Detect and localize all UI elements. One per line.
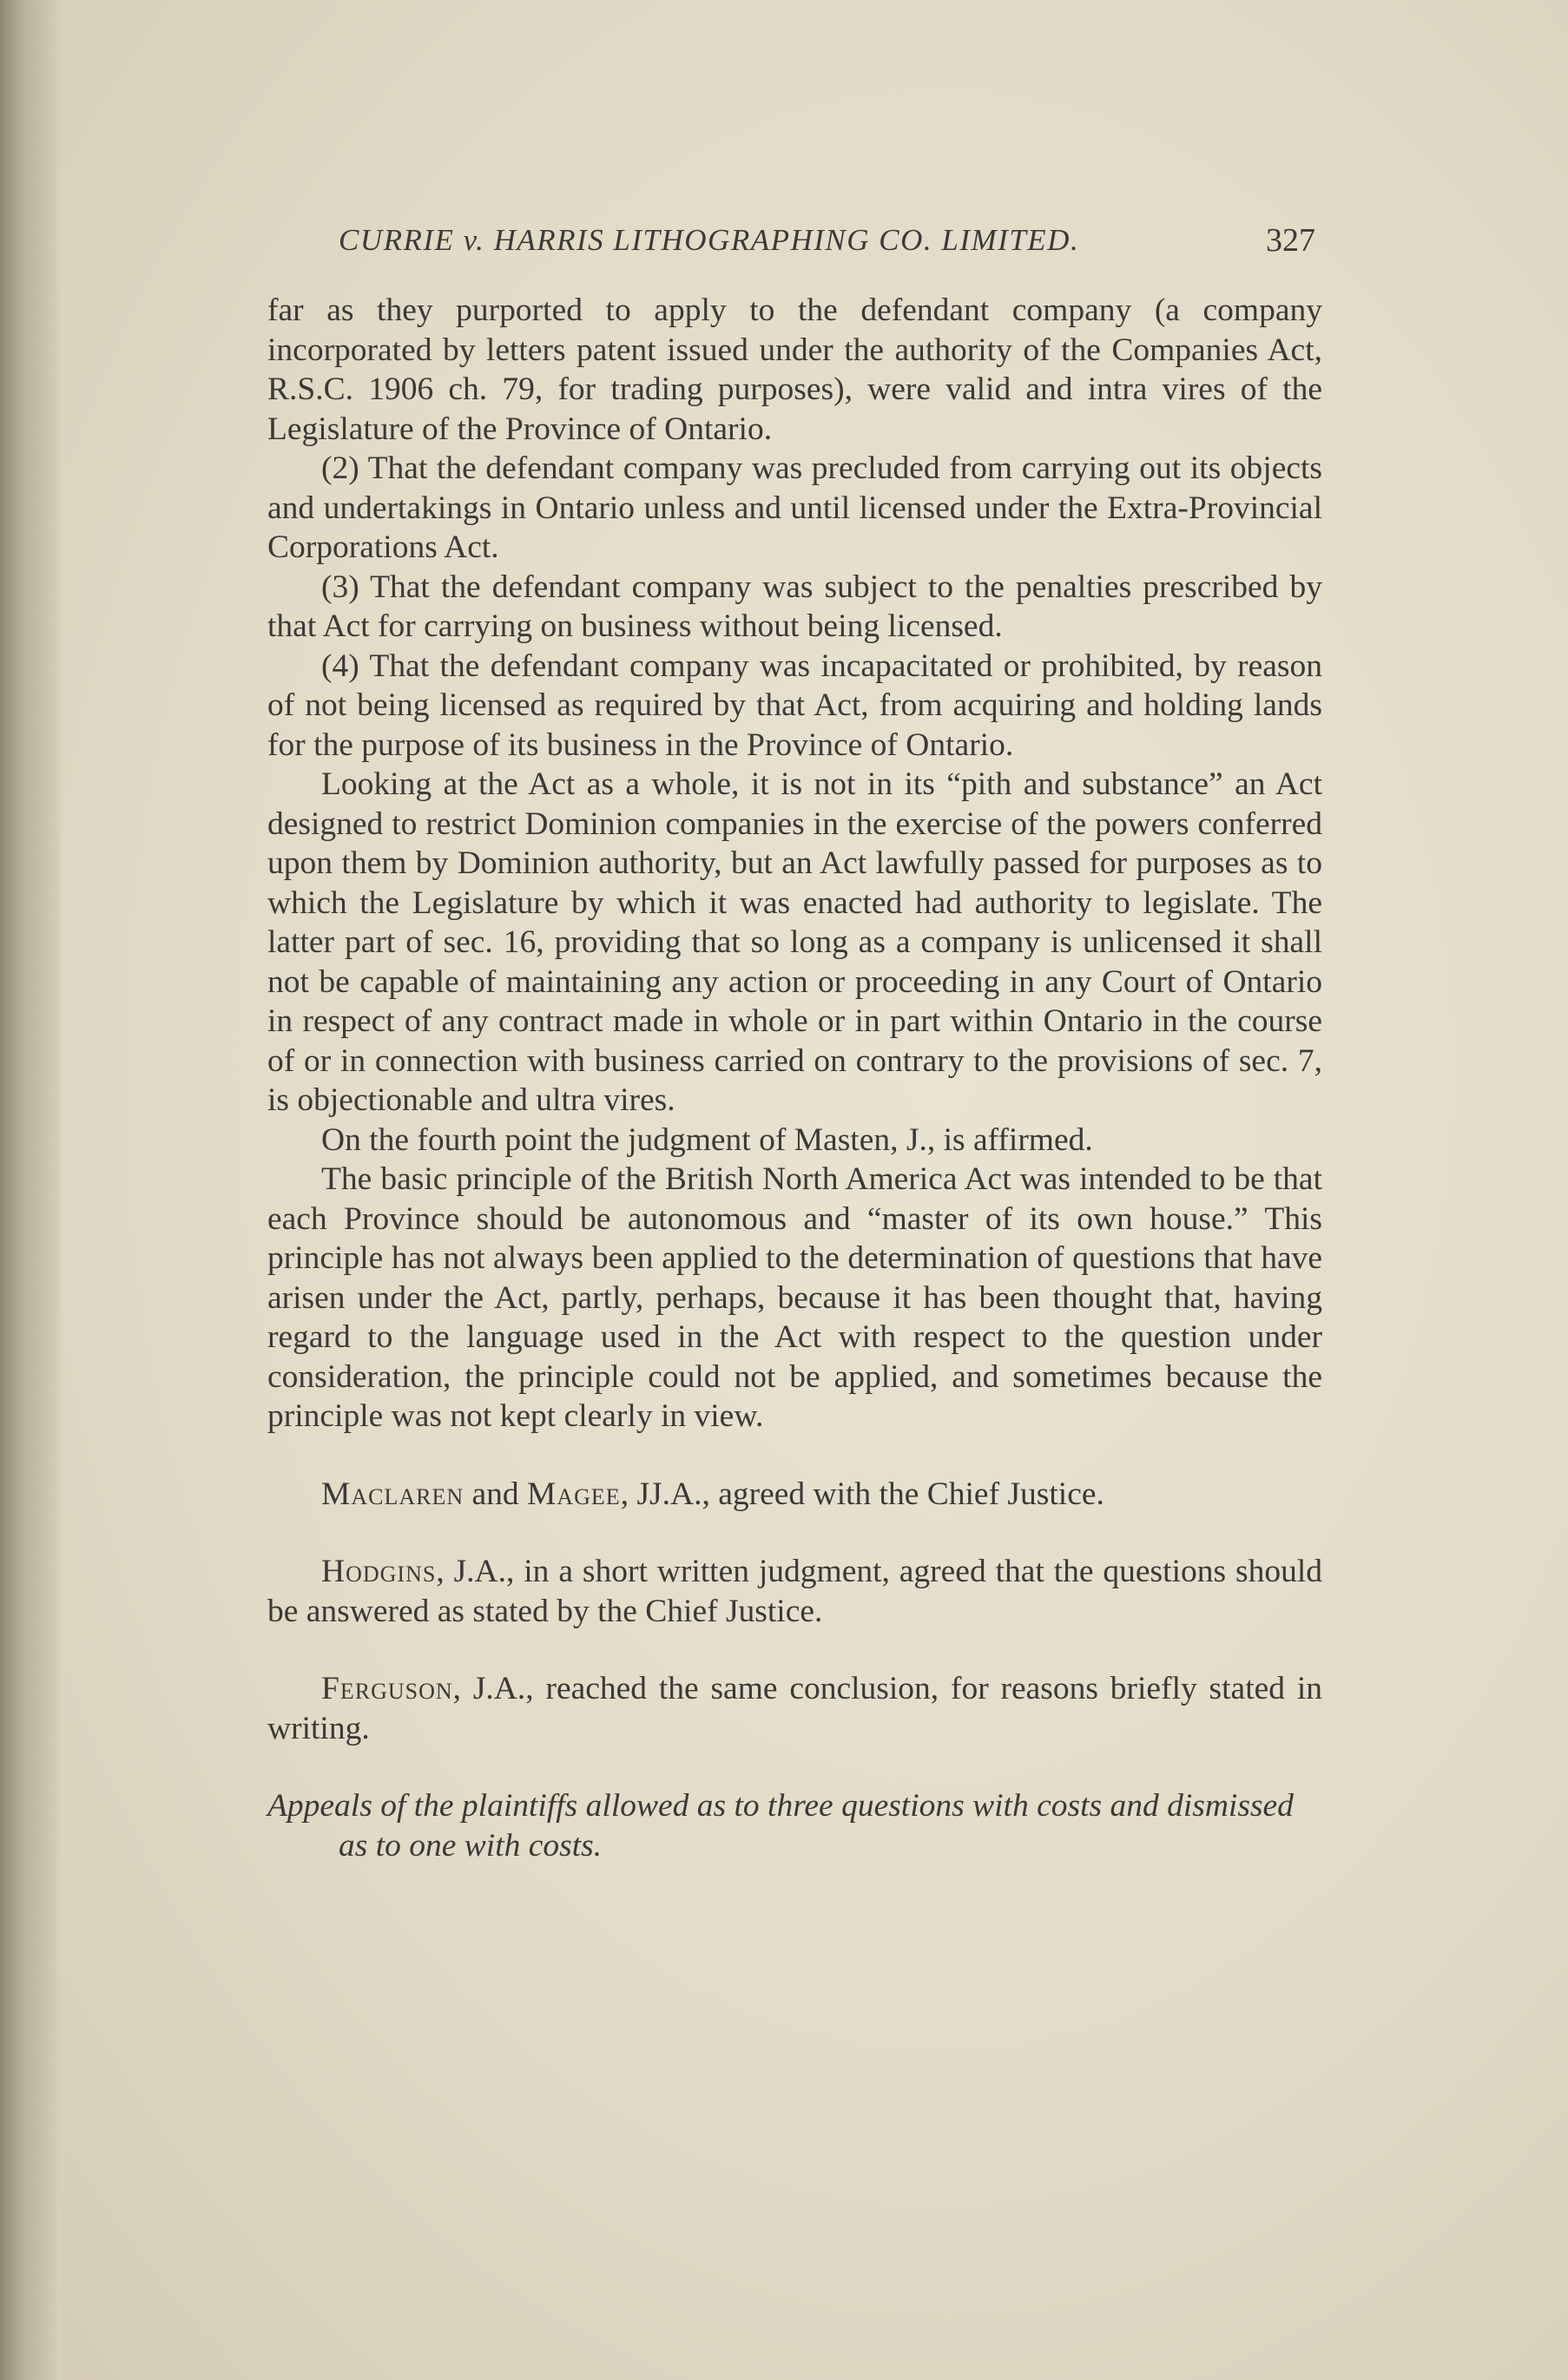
disposition: Appeals of the plaintiffs allowed as to three questions with costs and dismissed as to one with costs.	[267, 1788, 1294, 1864]
paragraph-maclaren-magee-text: , JJ.A., agreed with the Chief Justice.	[620, 1476, 1104, 1512]
page-number: 327	[1266, 222, 1315, 259]
judge-name-maclaren: Maclaren	[321, 1476, 464, 1512]
binding-gutter	[0, 0, 61, 2380]
paragraph-hodgins	[267, 1552, 1322, 1631]
page-header	[269, 213, 1324, 265]
paragraph-point-3: (3) That the defendant company was subject to the penalties prescribed by that Act for carrying on business without being licensed.	[267, 569, 1322, 644]
paragraph-maclaren-magee	[267, 1475, 1322, 1515]
judge-name-hodgins: Hodgins	[321, 1554, 437, 1589]
paragraph-ferguson	[267, 1669, 1322, 1748]
running-head: CURRIE v. HARRIS LITHOGRAPHING CO. LIMITED.	[339, 223, 1080, 257]
paragraph-point-2: (2) That the defendant company was precluded from carrying out its objects and undertakings in Ontario unless and until licensed under the Extra-Provincial Corporations Act.	[267, 450, 1322, 565]
body-text	[267, 291, 1322, 1865]
conjunction: and	[464, 1476, 528, 1512]
judge-name-ferguson: Ferguson	[321, 1671, 453, 1706]
paragraph-hodgins-text: , J.A., in a short written judgment, agreed that the questions should be answered as stated by the Chief Justice.	[267, 1554, 1322, 1629]
paragraph-basic-principle: The basic principle of the British North America Act was intended to be that each Province should be autonomous and “master of its own house.” This principle has not always been applied to the determination of questions that have arisen under the Act, partly, perhaps, because it has been thought that, having regard to the language used in the Act with respect to the question under consideration, the principle could not be applied, and sometimes because the principle was not kept clearly in view.	[267, 1161, 1322, 1434]
judge-name-magee: Magee	[527, 1476, 621, 1512]
paragraph-fourth-point: On the fourth point the judgment of Masten, J., is affirmed.	[321, 1121, 1093, 1158]
paragraph-pith-and-substance: Looking at the Act as a whole, it is not in its “pith and substance” an Act designed to restrict Dominion companies in the exercise of the powers conferred upon them by Dominion authority, but an Act lawfully passed for purposes as to which the Legislature by which it was enacted had authority to legislate. The latter part of sec. 16, providing that so long as a company is unlicensed it shall not be capable of maintaining any action or proceeding in any Court of Ontario in respect of any contract made in whole or in part within Ontario in the course of or in connection with business carried on contrary to the provisions of sec. 7, is objectionable and ultra vires.	[267, 766, 1322, 1118]
paragraph-ferguson-text: , J.A., reached the same conclusion, for reasons briefly stated in writing.	[267, 1671, 1322, 1746]
paragraph-point-4: (4) That the defendant company was incapacitated or prohibited, by reason of not being licensed as required by that Act, from acquiring and holding lands for the purpose of its business in the Province of Ontario.	[267, 648, 1322, 763]
paragraph-continuation: far as they purported to apply to the defendant company (a company incorporated by letters patent issued under the authority of the Companies Act, R.S.C. 1906 ch. 79, for trading purposes), were valid and intra vires of the Legislature of the Province of Ontario.	[267, 293, 1322, 447]
